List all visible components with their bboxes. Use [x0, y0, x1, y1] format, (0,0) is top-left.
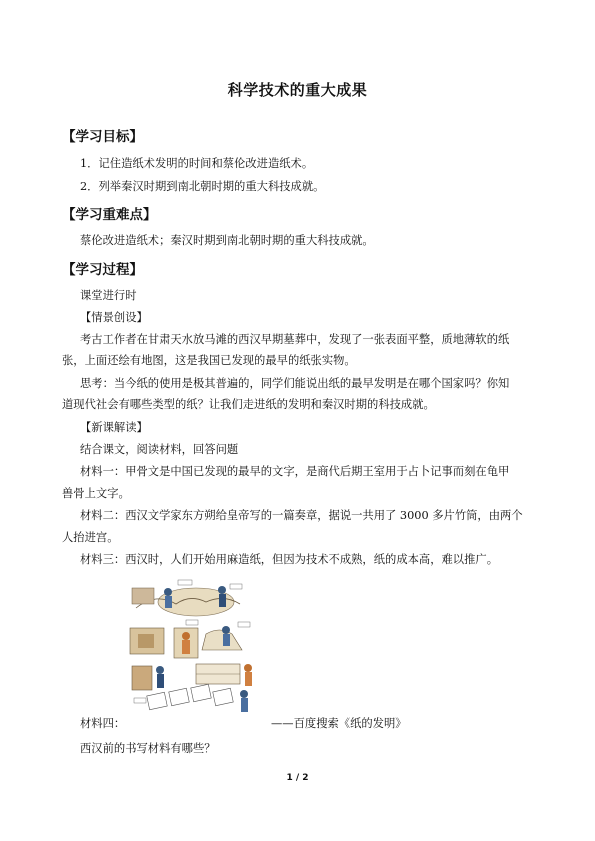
page-title: 科学技术的重大成果	[227, 81, 368, 99]
class-label: 课堂进行时	[80, 289, 137, 302]
material-4-source: ——百度搜索《纸的发明》	[271, 717, 407, 730]
material-2-line-1: 材料二：西汉文学家东方朔给皇帝写的一篇奏章，据说一共用了 3000 多片竹筒，由两个	[80, 509, 523, 522]
heading-process: 【学习过程】	[62, 262, 143, 278]
think-line-1: 思考：当今纸的使用是极其普遍的，同学们能说出纸的最早发明是在哪个国家吗？你知	[80, 377, 510, 390]
question-text: 西汉前的书写材料有哪些？	[80, 742, 216, 755]
material-3-text: 材料三：西汉时，人们开始用麻造纸，但因为技术不成熟，纸的成本高，难以推广。	[80, 553, 498, 566]
material-1-line-1: 材料一：甲骨文是中国已发现的最早的文字，是商代后期王室用于占卜记事而刻在龟甲	[80, 465, 510, 478]
heading-key-points: 【学习重难点】	[62, 207, 157, 223]
page-number: 1 / 2	[286, 773, 309, 783]
instruction-text: 结合课文，阅读材料，回答问题	[80, 443, 239, 456]
heading-goals: 【学习目标】	[62, 129, 143, 145]
material-4-label: 材料四：	[80, 717, 126, 730]
new-lesson-label: 【新课解读】	[80, 421, 148, 434]
material-1-line-2: 兽骨上文字。	[62, 487, 130, 500]
scene-paragraph-line-2: 张，上面还绘有地图，这是我国已发现的最早的纸张实物。	[62, 354, 356, 367]
scene-paragraph-line-1: 考古工作者在甘肃天水放马滩的西汉早期墓葬中，发现了一张表面平整，质地薄软的纸	[80, 333, 510, 346]
think-line-2: 道现代社会有哪些类型的纸？让我们走进纸的发明和秦汉时期的科技成就。	[62, 398, 435, 411]
goal-item-2: 2．列举秦汉时期到南北朝时期的重大科技成就。	[80, 180, 325, 193]
key-points-text: 蔡伦改进造纸术；秦汉时期到南北朝时期的重大科技成就。	[80, 234, 374, 247]
material-2-line-2: 人抬进宫。	[62, 531, 119, 544]
papermaking-illustration	[126, 578, 264, 716]
scene-label: 【情景创设】	[80, 311, 148, 324]
goal-item-1: 1．记住造纸术发明的时间和蔡伦改进造纸术。	[80, 157, 314, 170]
